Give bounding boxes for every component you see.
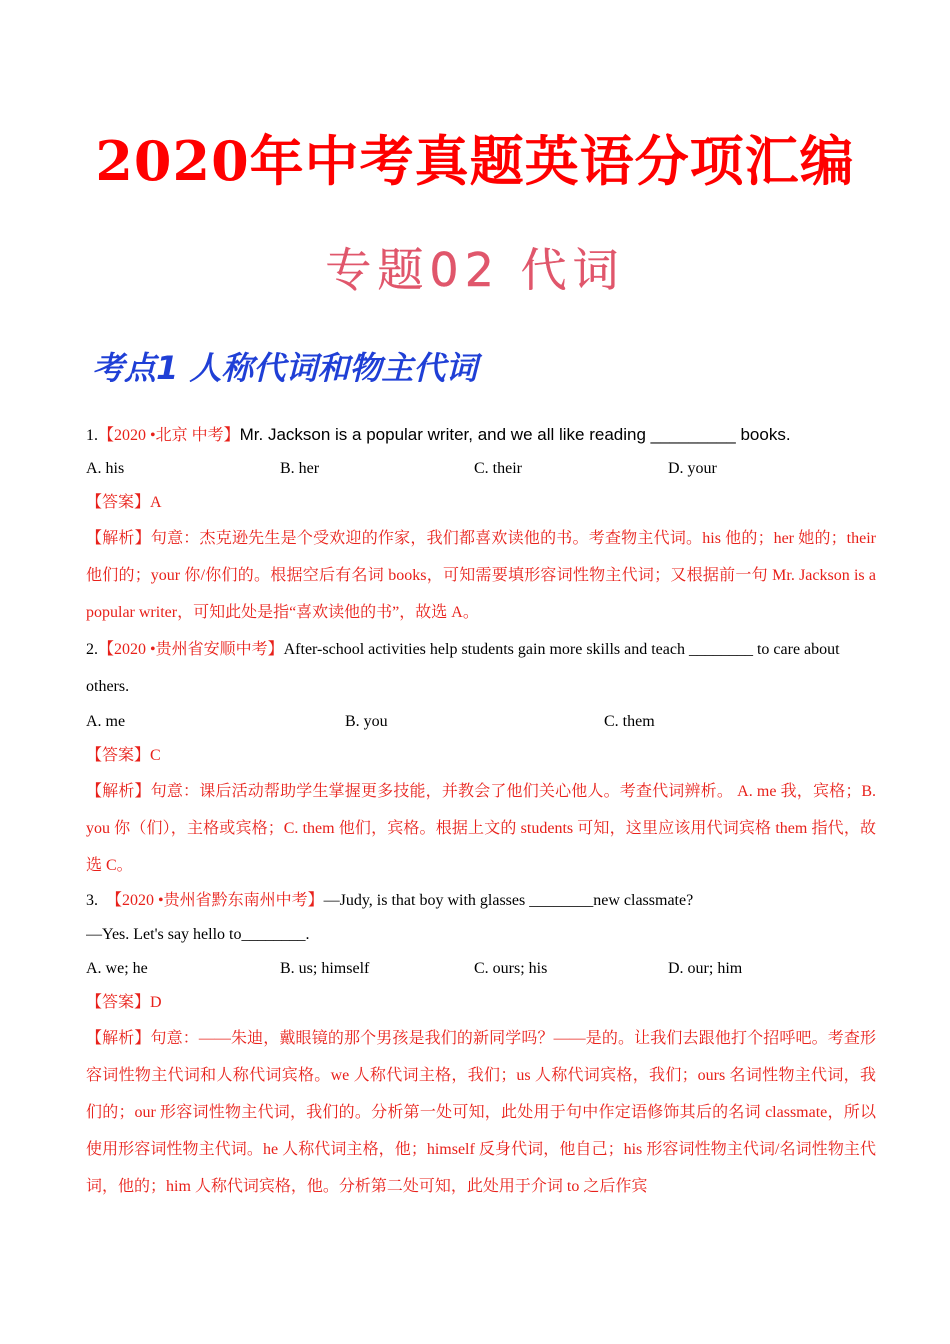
section-title: 考点1 人称代词和物主代词	[92, 349, 478, 387]
question-stem	[86, 418, 876, 452]
options-row	[86, 705, 876, 739]
option-d: D. our; him	[668, 960, 743, 977]
question-source: 【2020 •北京 中考】	[98, 427, 240, 444]
question-source: 【2020 •贵州省黔东南州中考】	[106, 892, 324, 909]
question-stem	[86, 631, 876, 705]
question-text: After-school activities help students gain more skills and teach ________ to care about others.	[86, 641, 840, 695]
question-list	[86, 418, 876, 1205]
question-source: 【2020 •贵州省安顺中考】	[98, 641, 284, 658]
option-a: A. we; he	[86, 960, 148, 977]
option-b: B. us; himself	[280, 960, 370, 977]
question-2	[86, 631, 876, 884]
option-c: C. their	[474, 460, 522, 477]
answer: 【答案】A	[86, 494, 162, 511]
answer: 【答案】D	[86, 994, 162, 1011]
option-b: B. you	[345, 713, 388, 730]
question-3	[86, 884, 876, 1205]
question-stem-2: —Yes. Let's say hello to________.	[86, 926, 310, 943]
analysis: 【解析】句意：——朱迪，戴眼镜的那个男孩是我们的新同学吗？——是的。让我们去跟他打个招呼吧。考查形容词性物主代词和人称代词宾格。we 人称代词主格，我们；us 人称代词宾格，我们；ours 名词性物主代词，我们的；our 形容词性物主代词，我们的。分析第一处可知，此处用于句中作定语修饰其后的名词 classmate，所以使用形容词性物主代词。he 人称代词主格，他；himself 反身代词，他自己；his 形容词性物主代词/名词性物主代词，他的；him 人称代词宾格，他。分析第二处可知，此处用于介词 to 之后作宾	[86, 1030, 876, 1195]
question-number: 2.	[86, 641, 98, 658]
analysis: 【解析】句意：课后活动帮助学生掌握更多技能，并教会了他们关心他人。考查代词辨析。 A. me 我，宾格；B. you 你（们），主格或宾格；C. them 他们，宾格。根据上文的 students 可知，这里应该用代词宾格 them 指代，故选 C。	[86, 783, 876, 874]
question-text: Mr. Jackson is a popular writer, and we all like reading _________ books.	[239, 425, 791, 444]
option-c: C. them	[604, 713, 655, 730]
options-row	[86, 952, 876, 986]
option-d: D. your	[668, 460, 717, 477]
sub-title: 专题02 代词	[325, 243, 625, 297]
option-a: A. his	[86, 460, 125, 477]
option-c: C. ours; his	[474, 960, 548, 977]
question-1	[86, 418, 876, 631]
answer: 【答案】C	[86, 747, 161, 764]
question-text: —Judy, is that boy with glasses ________new classmate?	[323, 892, 694, 909]
options-row	[86, 452, 876, 486]
question-number: 3.	[86, 892, 98, 909]
question-number: 1.	[86, 427, 98, 444]
main-title: 2020年中考真题英语分项汇编	[95, 129, 855, 193]
question-stem	[86, 884, 876, 918]
option-b: B. her	[280, 460, 320, 477]
option-a: A. me	[86, 713, 126, 730]
analysis: 【解析】句意：杰克逊先生是个受欢迎的作家，我们都喜欢读他的书。考查物主代词。his 他的；her 她的；their 他们的；your 你/你们的。根据空后有名词 books，可知需要填形容词性物主代词；又根据前一句 Mr. Jackson is a popular writer，可知此处是指“喜欢读他的书”，故选 A。	[86, 530, 876, 621]
